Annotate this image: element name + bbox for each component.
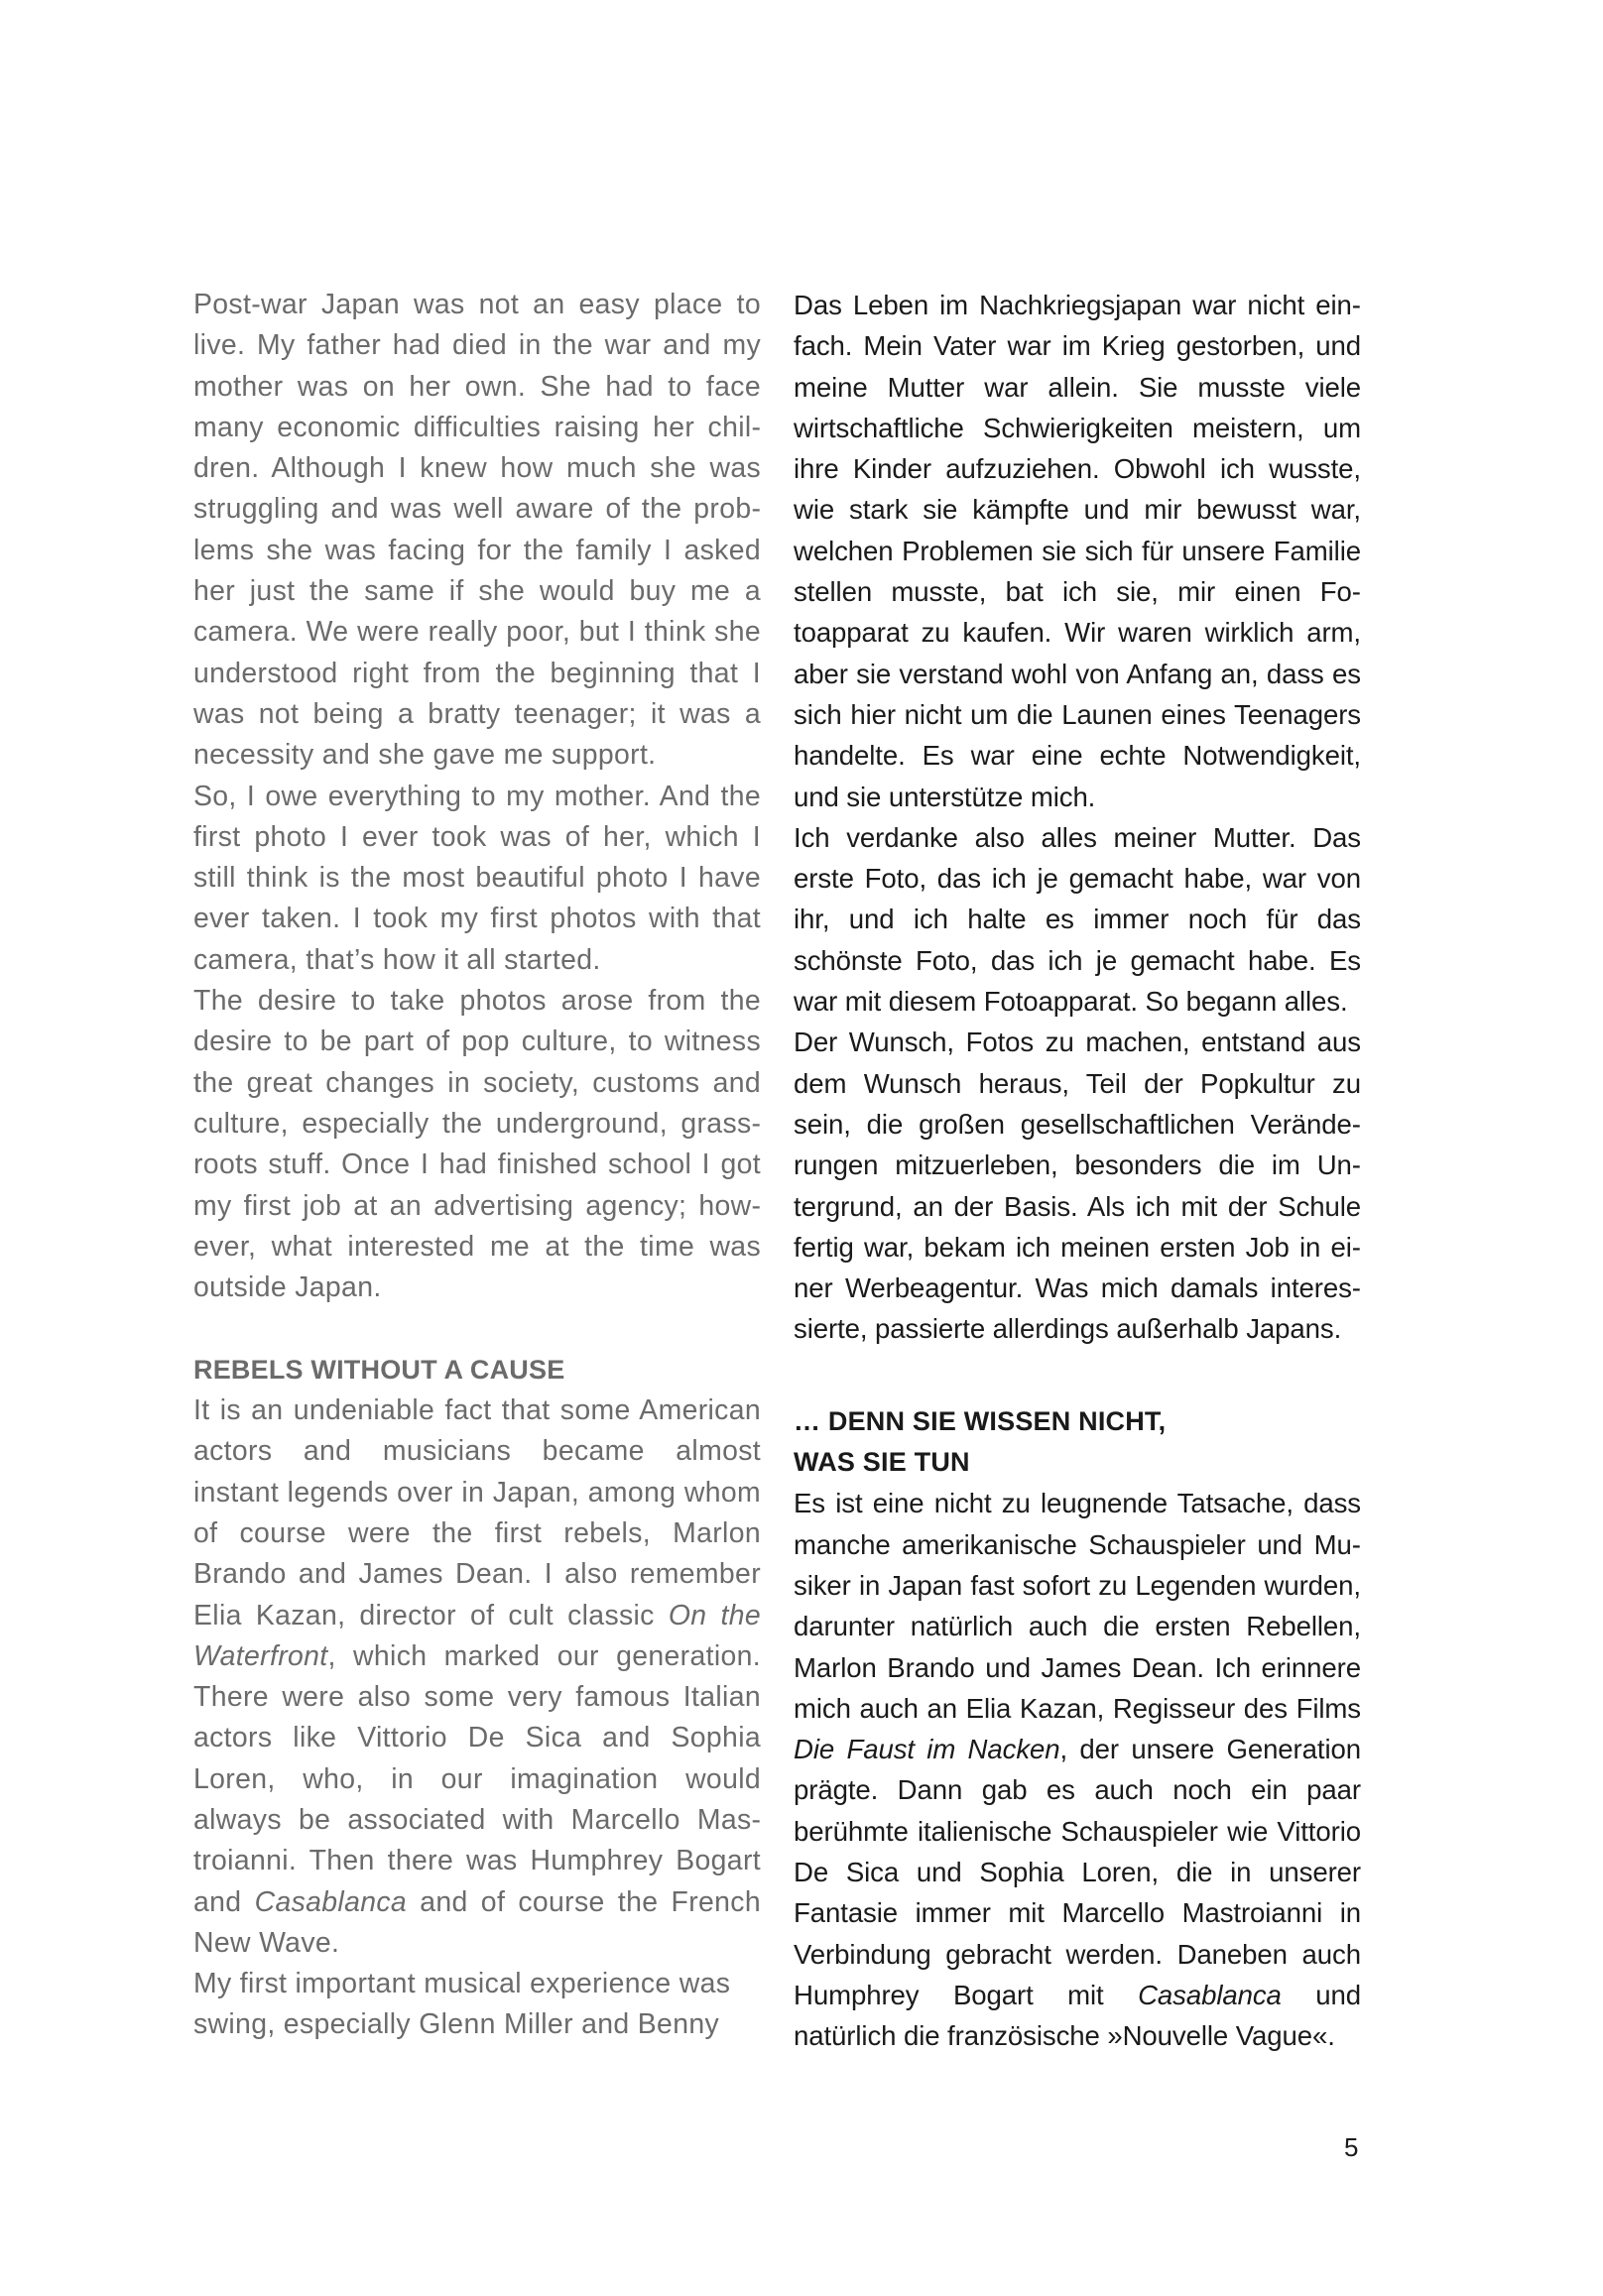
section-spacer — [193, 1308, 761, 1349]
text-run: , der unsere Generation prägte. Dann gab es auch noch ein paar berühmte italienische Schauspieler wie Vittorio De Sica und Sophia Loren, die in unserer Fantasie immer mit Marcello Mastroianni in Verbindung gebracht werden. Daneben auch Humphrey Bogart mit — [794, 1734, 1361, 2010]
german-paragraph-1: Das Leben im Nachkriegsjapan war nicht einfach. Mein Vater war im Krieg gestorben, und meine Mutter war allein. Sie musste viele wirtschaftliche Schwierigkeiten meistern, um ihre Kinder aufzuziehen. Obwohl ich wusste, wie stark sie kämpfte und mir bewusst war, welchen Problemen sie sich für unsere Familie stellen musste, bat ich sie, mir einen Fotoapparat zu kaufen. Wir waren wirklich arm, aber sie verstand wohl von Anfang an, dass es sich hier nicht um die Launen eines Teenagers handelte. Es war eine echte Notwendigkeit, und sie unterstütze mich. — [794, 290, 1361, 812]
film-title-casablanca: Casablanca — [254, 1885, 408, 1918]
text-run: It is an undeniable fact that some American actors and musicians became almost instant legends over in Japan, among whom of course were the first rebels, Marlon Brando and James Dean. I also remember Elia Kazan, director of cult classic — [193, 1394, 761, 1631]
german-section-heading — [794, 1401, 1361, 1484]
english-column — [193, 285, 761, 2046]
page-number: 5 — [1344, 2132, 1359, 2162]
english-paragraph-2: So, I owe everything to my mother. And the first photo I ever took was of her, which I still think is the most beautiful photo I have ever taken. I took my first photos with that camera, that’s how it all started. — [193, 780, 761, 976]
english-paragraph-4 — [193, 1390, 761, 1964]
heading-line-2: WAS SIE TUN — [794, 1447, 970, 1478]
english-paragraph-5: My first important musical experience was swing, especially Glenn Miller and Benny — [193, 1968, 731, 2041]
heading-line-1: … DENN SIE WISSEN NICHT, — [794, 1405, 1167, 1436]
film-title-die-faust-im-nacken: Die Faust im Nacken — [794, 1734, 1060, 1765]
english-section-heading: REBELS WITHOUT A CAUSE — [193, 1354, 565, 1385]
german-paragraph-2: Ich verdanke also alles meiner Mutter. Das erste Foto, das ich je gemacht habe, war von ihr, und ich halte es immer noch für das schönste Foto, das ich je gemacht habe. Es war mit diesem Fotoapparat. So begann alles. — [794, 821, 1361, 1018]
text-run: , which marked our generation. There were also some very famous Italian actors like Vittorio De Sica and Sophia Loren, who, in our imagination would always be associated with Marcello Mastroianni. Then there was Humphrey Bogart and — [193, 1639, 761, 1918]
german-column — [794, 285, 1361, 2056]
film-title-casablanca: Casablanca — [1138, 1979, 1282, 2010]
text-run: and of course the French New Wave. — [193, 1885, 761, 1959]
german-paragraph-3: Der Wunsch, Fotos zu machen, entstand aus dem Wunsch heraus, Teil der Popkultur zu sein, die großen gesellschaftlichen Veränderungen mitzuerleben, besonders die im Untergrund, an der Basis. Als ich mit der Schule fertig war, bekam ich meinen ersten Job in einer Werbeagentur. Was mich damals interessierte, passierte allerdings außerhalb Japans. — [794, 1027, 1361, 1345]
text-run: Es ist eine nicht zu leugnende Tatsache, dass manche amerikanische Schauspieler und Musiker in Japan fast sofort zu Legenden wurden, darunter natürlich auch die ersten Rebellen, Marlon Brando und James Dean. Ich erinnere mich auch an Elia Kazan, Regisseur des Films — [794, 1488, 1361, 1724]
english-paragraph-3: The desire to take photos arose from the desire to be part of pop culture, to witness the great changes in society, customs and culture, especially the underground, grassroots stuff. Once I had finished school I got my first job at an advertising agency; however, what interested me at the time was outside Japan. — [193, 985, 761, 1304]
english-paragraph-1: Post-war Japan was not an easy place to live. My father had died in the war and my mother was on her own. She had to face many economic difficulties raising her children. Although I knew how much she was struggling and was well aware of the problems she was facing for the family I asked her just the same if she would buy me a camera. We were really poor, but I think she understood right from the beginning that I was not being a bratty teenager; it was a necessity and she gave me support. — [193, 289, 761, 772]
text-run: und natürlich die französische »Nouvelle Vague«. — [794, 1979, 1361, 2052]
section-spacer — [794, 1350, 1361, 1401]
film-title-on-the-waterfront: On the Waterfront — [193, 1599, 762, 1672]
german-paragraph-4 — [794, 1483, 1361, 2056]
